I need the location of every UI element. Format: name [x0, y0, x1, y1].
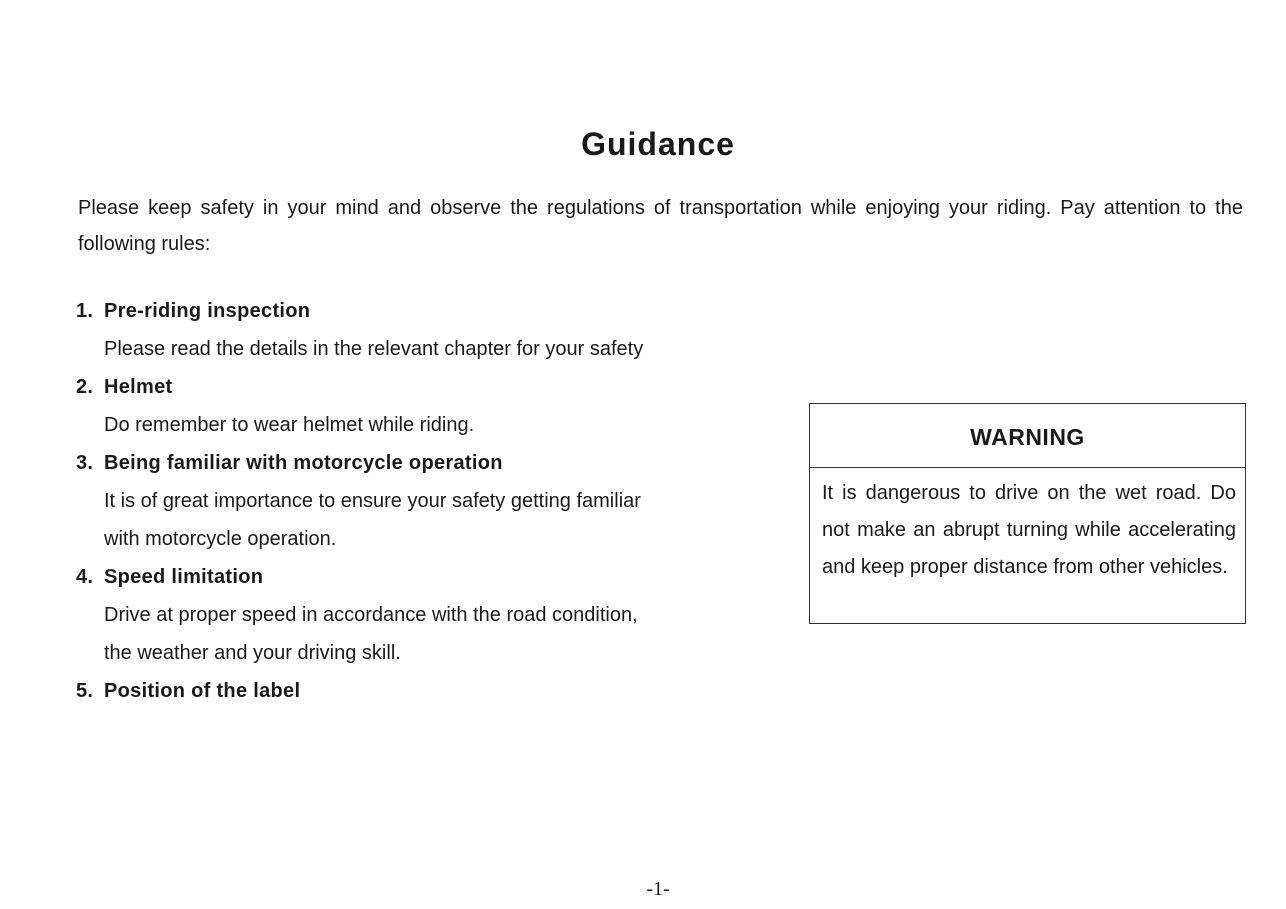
warning-text: It is dangerous to drive on the wet road. Do not make an abrupt turning while accelerating and keep proper distance from other vehicles.: [822, 482, 1236, 578]
rule-heading: [76, 444, 716, 482]
rules-list: [76, 292, 716, 710]
rule-item: [76, 368, 716, 444]
rule-title: Helmet: [104, 376, 173, 398]
rule-item: [76, 558, 716, 672]
rule-heading: [76, 368, 716, 406]
rule-number: 1.: [76, 300, 94, 322]
rule-body-line: Do remember to wear helmet while riding.: [104, 414, 475, 436]
rule-title: Speed limitation: [104, 566, 264, 588]
page-number: -1-: [646, 878, 670, 900]
rule-body-line: Please read the details in the relevant chapter for your safety: [104, 338, 644, 360]
rule-heading: [76, 558, 716, 596]
rule-number: 4.: [76, 566, 94, 588]
rule-body-line: It is of great importance to ensure your safety getting familiar: [104, 490, 641, 512]
rule-item: [76, 444, 716, 558]
page-title: Guidance: [581, 126, 735, 162]
rule-title: Pre-riding inspection: [104, 300, 311, 322]
rule-body-line: with motorcycle operation.: [104, 528, 337, 550]
rule-number: 3.: [76, 452, 94, 474]
rule-item: [76, 672, 716, 710]
intro-paragraph: Please keep safety in your mind and observe the regulations of transportation while enjoying your riding. Pay attention to the following rules:: [78, 197, 1243, 255]
rule-body-line: Drive at proper speed in accordance with the road condition,: [104, 604, 638, 626]
rule-title: Position of the label: [104, 680, 301, 702]
rule-number: 2.: [76, 376, 94, 398]
rule-body-line: the weather and your driving skill.: [104, 642, 401, 664]
rule-title: Being familiar with motorcycle operation: [104, 452, 503, 474]
rule-heading: [76, 292, 716, 330]
warning-title: WARNING: [810, 404, 1245, 468]
rule-item: [76, 292, 716, 368]
rule-number: 5.: [76, 680, 94, 702]
rule-heading: [76, 672, 716, 710]
warning-box: [809, 403, 1246, 624]
